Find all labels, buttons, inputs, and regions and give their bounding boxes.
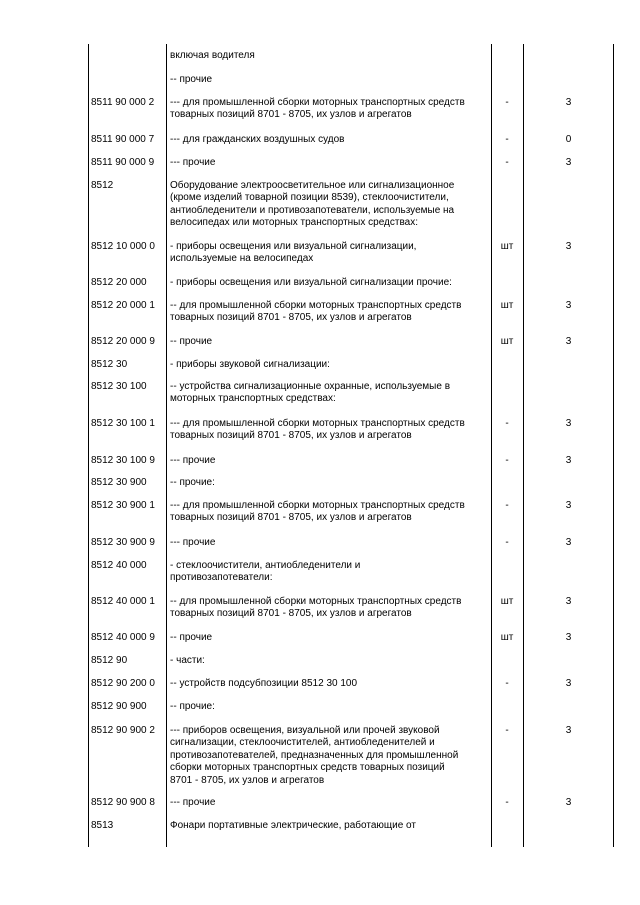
goods-description (170, 300, 490, 325)
description-line: -- устройства сигнализационные охранные, используемые в (170, 381, 451, 392)
column-divider (88, 44, 89, 847)
duty-rate: 3 (565, 157, 572, 168)
tariff-code: 8512 30 100 1 (91, 418, 155, 429)
description-line: --- для промышленной сборки моторных транспортных средств (170, 500, 465, 511)
duty-rate: 3 (565, 336, 572, 347)
description-line: - приборы звуковой сигнализации: (170, 359, 330, 370)
goods-description (170, 381, 490, 406)
description-line: используемые на велосипедах (170, 253, 314, 265)
unit-of-measure: шт (500, 300, 514, 311)
goods-description (170, 477, 490, 489)
goods-description (170, 596, 490, 621)
description-line: - части: (170, 655, 205, 666)
unit-of-measure: - (505, 678, 509, 689)
description-line: -- прочие: (170, 477, 215, 488)
tariff-code: 8512 30 900 (91, 477, 147, 488)
description-line: противозапотеватели: (170, 572, 273, 584)
tariff-code: 8512 90 900 2 (91, 725, 155, 736)
duty-rate: 3 (565, 537, 572, 548)
duty-rate: 3 (565, 797, 572, 808)
goods-description (170, 359, 490, 371)
goods-description (170, 97, 490, 122)
goods-description (170, 678, 490, 690)
goods-description (170, 418, 490, 443)
description-line: товарных позиций 8701 - 8705, их узлов и агрегатов (170, 312, 412, 324)
description-line: -- устройств подсубпозиции 8512 30 100 (170, 678, 358, 689)
goods-description (170, 277, 490, 289)
tariff-code: 8512 20 000 1 (91, 300, 155, 311)
tariff-code: 8512 30 900 1 (91, 500, 155, 511)
duty-rate: 3 (565, 241, 572, 252)
goods-description (170, 560, 490, 585)
description-line: товарных позиций 8701 - 8705, их узлов и агрегатов (170, 608, 412, 620)
description-line: --- приборов освещения, визуальной или прочей звуковой (170, 725, 440, 736)
description-line: противозапотевателей, предназначенных для промышленной (170, 749, 459, 761)
tariff-code: 8512 40 000 (91, 560, 147, 571)
description-line: - приборы освещения или визуальной сигнализации прочие: (170, 277, 452, 288)
duty-rate: 3 (565, 632, 572, 643)
duty-rate: 3 (565, 300, 572, 311)
tariff-code: 8512 30 (91, 359, 128, 370)
description-line: -- для промышленной сборки моторных транспортных средств (170, 300, 462, 311)
tariff-code: 8512 90 900 (91, 701, 147, 712)
tariff-code: 8512 30 100 9 (91, 455, 155, 466)
tariff-code: 8512 90 900 8 (91, 797, 155, 808)
goods-description (170, 797, 490, 809)
tariff-code: 8512 90 200 0 (91, 678, 155, 689)
description-line: -- прочие (170, 336, 213, 347)
unit-of-measure: - (505, 97, 509, 108)
description-line: -- прочие (170, 632, 213, 643)
column-divider (613, 44, 614, 847)
description-line: -- прочие (170, 74, 213, 85)
unit-of-measure: - (505, 537, 509, 548)
duty-rate: 3 (565, 725, 572, 736)
unit-of-measure: шт (500, 596, 514, 607)
description-line: Фонари портативные электрические, работающие от (170, 820, 416, 831)
description-line: - приборы освещения или визуальной сигнализации, (170, 241, 417, 252)
description-line: сборки моторных транспортных средств товарных позиций (170, 762, 445, 774)
duty-rate: 3 (565, 455, 572, 466)
column-divider (166, 44, 167, 847)
duty-rate: 3 (565, 678, 572, 689)
tariff-code: 8511 90 000 9 (91, 157, 155, 168)
description-line: сигнализации, стеклоочистителей, антиобледенителей и (170, 737, 435, 749)
goods-description (170, 50, 490, 62)
goods-description (170, 336, 490, 348)
goods-description (170, 455, 490, 467)
goods-description (170, 655, 490, 667)
goods-description (170, 74, 490, 86)
unit-of-measure: - (505, 418, 509, 429)
goods-description (170, 180, 490, 230)
tariff-code: 8512 20 000 (91, 277, 147, 288)
tariff-code: 8511 90 000 2 (91, 97, 155, 108)
tariff-code: 8511 90 000 7 (91, 134, 155, 145)
goods-description (170, 701, 490, 713)
description-line: --- для промышленной сборки моторных транспортных средств (170, 97, 465, 108)
description-line: товарных позиций 8701 - 8705, их узлов и агрегатов (170, 109, 412, 121)
duty-rate: 0 (565, 134, 572, 145)
description-line: - стеклоочистители, антиобледенители и (170, 560, 361, 571)
description-line: -- для промышленной сборки моторных транспортных средств (170, 596, 462, 607)
description-line: --- прочие (170, 157, 216, 168)
description-line: Оборудование электроосветительное или сигнализационное (170, 180, 455, 191)
duty-rate: 3 (565, 97, 572, 108)
tariff-code: 8512 90 (91, 655, 128, 666)
goods-description (170, 500, 490, 525)
tariff-code: 8512 30 100 (91, 381, 147, 392)
description-line: антиобледенители и противозапотеватели, используемые на (170, 204, 455, 216)
tariff-code: 8512 (91, 180, 114, 191)
goods-description (170, 632, 490, 644)
tariff-code: 8512 40 000 1 (91, 596, 155, 607)
unit-of-measure: - (505, 725, 509, 736)
description-line: --- для промышленной сборки моторных транспортных средств (170, 418, 465, 429)
goods-description (170, 157, 490, 169)
description-line: --- прочие (170, 455, 216, 466)
goods-description (170, 241, 490, 266)
description-line: товарных позиций 8701 - 8705, их узлов и агрегатов (170, 430, 412, 442)
unit-of-measure: шт (500, 632, 514, 643)
goods-description (170, 134, 490, 146)
unit-of-measure: - (505, 500, 509, 511)
duty-rate: 3 (565, 596, 572, 607)
tariff-code: 8512 10 000 0 (91, 241, 155, 252)
goods-description (170, 820, 490, 832)
unit-of-measure: - (505, 157, 509, 168)
description-line: --- прочие (170, 797, 216, 808)
duty-rate: 3 (565, 418, 572, 429)
tariff-code: 8512 40 000 9 (91, 632, 155, 643)
description-line: 8701 - 8705, их узлов и агрегатов (170, 774, 325, 786)
goods-description (170, 537, 490, 549)
description-line: --- для гражданских воздушных судов (170, 134, 345, 145)
unit-of-measure: - (505, 797, 509, 808)
tariff-code: 8512 20 000 9 (91, 336, 155, 347)
tariff-code: 8512 30 900 9 (91, 537, 155, 548)
tariff-code: 8513 (91, 820, 114, 831)
unit-of-measure: - (505, 134, 509, 145)
unit-of-measure: - (505, 455, 509, 466)
description-line: моторных транспортных средствах: (170, 393, 336, 405)
description-line: включая водителя (170, 50, 255, 61)
duty-rate: 3 (565, 500, 572, 511)
description-line: (кроме изделий товарной позиции 8539), стеклоочистители, (170, 192, 449, 204)
description-line: --- прочие (170, 537, 216, 548)
goods-description (170, 725, 490, 787)
description-line: велосипедах или моторных транспортных средствах: (170, 217, 419, 229)
column-divider (523, 44, 524, 847)
unit-of-measure: шт (500, 336, 514, 347)
description-line: товарных позиций 8701 - 8705, их узлов и агрегатов (170, 512, 412, 524)
description-line: -- прочие: (170, 701, 215, 712)
unit-of-measure: шт (500, 241, 514, 252)
